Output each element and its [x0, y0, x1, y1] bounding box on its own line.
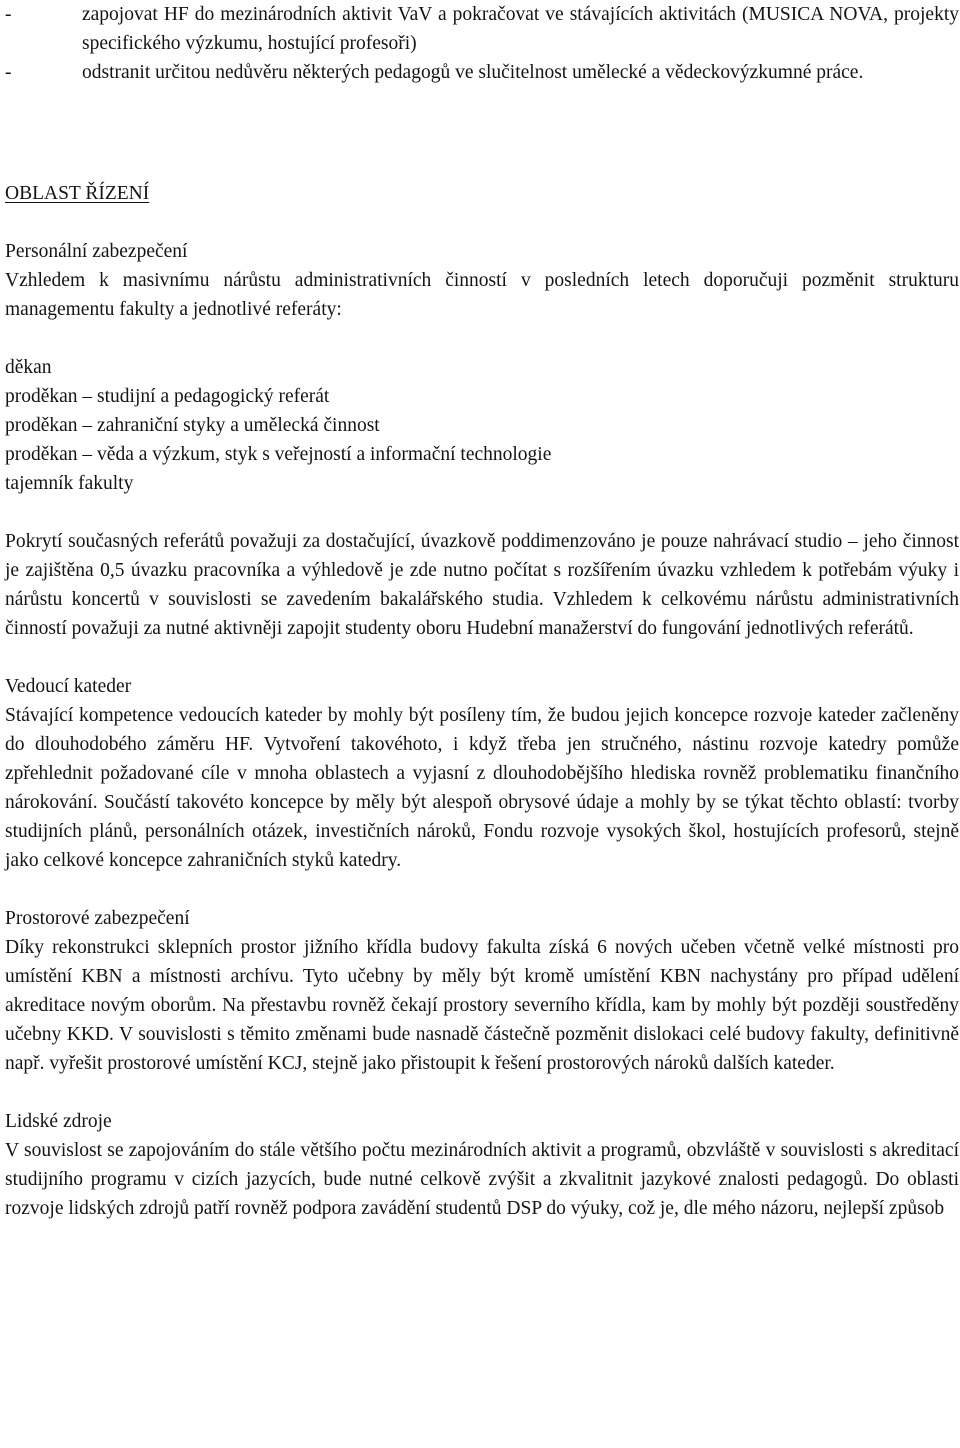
spacer	[5, 324, 959, 353]
spacer	[5, 643, 959, 672]
role-item: proděkan – věda a výzkum, styk s veřejností a informační technologie	[5, 444, 552, 465]
roles-list	[5, 353, 959, 498]
section-heading-management: OBLAST ŘÍZENÍ	[5, 183, 150, 204]
role-item: proděkan – studijní a pedagogický referát	[5, 386, 330, 407]
list-item-text: odstranit určitou nedůvěru některých pedagogů ve slučitelnost umělecké a vědeckovýzkumné práce.	[82, 62, 864, 83]
subheading-human-resources: Lidské zdroje	[5, 1111, 112, 1132]
list-item	[5, 58, 959, 87]
list-item-text: zapojovat HF do mezinárodních aktivit VaV a pokračovat ve stávajících aktivitách (MUSICA NOVA, projekty specifického výzkumu, hostující profesoři)	[82, 4, 959, 54]
spacer	[5, 208, 959, 237]
role-item: děkan	[5, 357, 52, 378]
list-item	[5, 0, 959, 58]
role-item: tajemník fakulty	[5, 473, 134, 494]
intro-list	[5, 0, 959, 87]
personnel-intro-paragraph: Vzhledem k masivnímu nárůstu administrativních činností v posledních letech doporučuji pozměnit strukturu managementu fakulty a jednotlivé referáty:	[5, 270, 959, 320]
list-dash: -	[5, 4, 12, 25]
subheading-space: Prostorové zabezpečení	[5, 908, 190, 929]
subheading-personnel: Personální zabezpečení	[5, 241, 188, 262]
role-item: proděkan – zahraniční styky a umělecká činnost	[5, 415, 380, 436]
spacer	[5, 875, 959, 904]
list-dash: -	[5, 62, 12, 83]
spacer	[5, 1078, 959, 1107]
subheading-department-heads: Vedoucí kateder	[5, 676, 132, 697]
space-paragraph: Díky rekonstrukci sklepních prostor jižního křídla budovy fakulta získá 6 nových učeben včetně velké místnosti pro umístění KBN a místnosti archívu. Tyto učebny by měly být kromě umístění KBN nachystány pro případ udělení akreditace novým oborům. Na přestavbu rovněž čekají prostory severního křídla, kam by mohly být později soustředěny učebny KKD. V souvislosti s těmito změnami bude nasnadě částečně pozměnit dislokaci celé budovy fakulty, definitivně např. vyřešit prostorové umístění KCJ, stejně jako přistoupit k řešení prostorových nároků dalších kateder.	[5, 937, 959, 1074]
human-resources-paragraph: V souvislost se zapojováním do stále většího počtu mezinárodních aktivit a programů, obzvláště v souvislosti s akreditací studijního programu v cizích jazycích, bude nutné celkově zvýšit a zkvalitnit jazykové znalosti pedagogů. Do oblasti rozvoje lidských zdrojů patří rovněž podpora zavádění studentů DSP do výuky, což je, dle mého názoru, nejlepší způsob	[5, 1140, 959, 1219]
coverage-paragraph: Pokrytí současných referátů považuji za dostačující, úvazkově poddimenzováno je pouze nahrávací studio – jeho činnost je zajištěna 0,5 úvazku pracovníka a výhledově je zde nutno počítat s rozšířením úvazku vzhledem k potřebám výuky i nárůstu koncertů v souvislosti se zavedením bakalářského studia. Vzhledem k celkovému nárůstu administrativních činností považuji za nutné aktivněji zapojit studenty oboru Hudební manažerství do fungování jednotlivých referátů.	[5, 531, 959, 639]
spacer	[5, 498, 959, 527]
department-heads-paragraph: Stávající kompetence vedoucích kateder by mohly být posíleny tím, že budou jejich koncepce rozvoje kateder začleněny do dlouhodobého záměru HF. Vytvoření takovéhoto, i když třeba jen stručného, nástinu rozvoje katedry pomůže zpřehlednit požadované cíle v mnoha oblastech a vyjasní z dlouhodobějšího hlediska rovněž problematiku finančního nárokování. Součástí takovéto koncepce by měly být alespoň obrysové údaje a mohly by se týkat těchto oblastí: tvorby studijních plánů, personálních otázek, investičních nároků, Fondu rozvoje vysokých škol, hostujících profesorů, stejně jako celkové koncepce zahraničních styků katedry.	[5, 705, 959, 871]
